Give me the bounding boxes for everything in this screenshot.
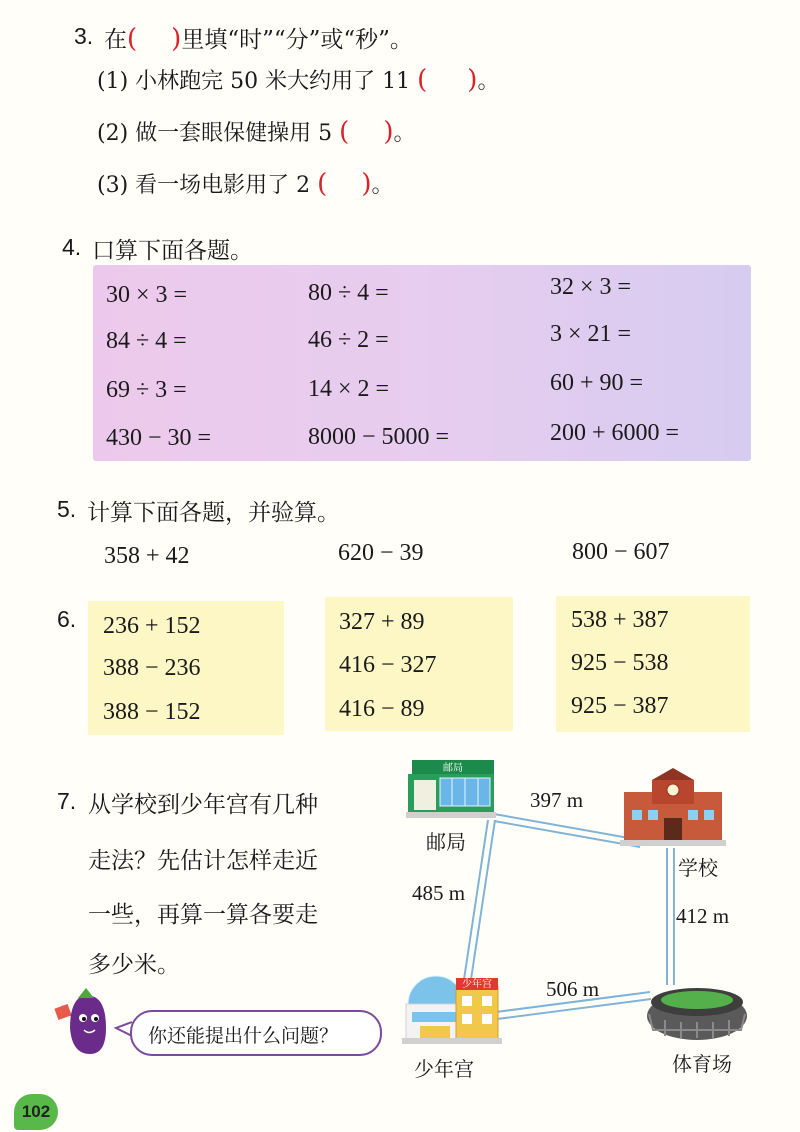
distance-post-youth: 485 m xyxy=(412,881,466,905)
q7-line-3: 一些，再算一算各要走 xyxy=(88,902,318,928)
q3-title-pre: 在 xyxy=(104,27,127,53)
q3-item-text: 小林跑完 50 米大约用了 11 xyxy=(135,69,411,94)
q4-expr: 84 ÷ 4 = xyxy=(106,328,187,354)
stadium-icon xyxy=(647,988,747,1040)
question-prompt-text: 你还能提出什么问题？ xyxy=(148,1025,339,1047)
q5-expr: 800 − 607 xyxy=(572,539,670,565)
q3-number: 3. xyxy=(74,23,94,49)
q3-item-index: (1) xyxy=(97,69,129,94)
q5-number: 5. xyxy=(57,496,77,522)
q3-item-end: 。 xyxy=(371,173,394,198)
q4-expr: 8000 − 5000 = xyxy=(308,424,450,450)
q6-expr: 236 + 152 xyxy=(103,613,201,639)
q6-expr: 416 − 327 xyxy=(339,652,437,678)
q3-item-index: (2) xyxy=(97,121,129,146)
q7-number: 7. xyxy=(57,788,77,814)
q4-expr: 14 × 2 = xyxy=(308,376,390,402)
q5-title: 计算下面各题，并验算。 xyxy=(87,500,340,526)
q6-expr: 388 − 152 xyxy=(103,699,201,725)
q3-paren-close: ) xyxy=(171,24,182,54)
q4-expr: 30 × 3 = xyxy=(106,282,188,308)
distance-post-school: 397 m xyxy=(530,788,584,812)
q7-line-1: 从学校到少年宫有几种 xyxy=(88,792,318,818)
eggplant-mascot-icon xyxy=(54,988,106,1054)
q6-expr: 925 − 387 xyxy=(571,693,669,719)
road-post-youth xyxy=(463,820,495,986)
question-prompt-bubble xyxy=(130,1010,382,1056)
school-icon xyxy=(620,768,726,846)
post-office-sign-label: 邮局 xyxy=(443,763,463,774)
q6-number: 6. xyxy=(57,606,77,632)
q3-paren-open: ( xyxy=(127,24,138,54)
q3-paren-close: ) xyxy=(361,169,372,199)
q4-expr: 3 × 21 = xyxy=(550,321,632,347)
road-post-school xyxy=(494,814,640,847)
q3-item-text: 看一场电影用了 2 xyxy=(135,173,311,198)
q7-line-4: 多少米。 xyxy=(88,952,180,978)
q6-expr: 416 − 89 xyxy=(339,696,425,722)
stadium-label: 体育场 xyxy=(672,1052,732,1076)
q3-item-end: 。 xyxy=(477,69,500,94)
q3-item-index: (3) xyxy=(97,173,129,198)
q7-line-2: 走法？先估计怎样走近 xyxy=(88,848,318,874)
q5-expr: 358 + 42 xyxy=(104,543,190,569)
q4-expr: 60 + 90 = xyxy=(550,370,644,396)
q3-paren-open: ( xyxy=(317,169,328,199)
post-office-label: 邮局 xyxy=(426,830,466,854)
q6-expr: 925 − 538 xyxy=(571,650,669,676)
q3-item-text: 做一套眼保健操用 5 xyxy=(135,121,333,146)
q6-expr: 538 + 387 xyxy=(571,607,669,633)
q4-title: 口算下面各题。 xyxy=(92,238,253,264)
distance-school-stadium: 412 m xyxy=(676,904,730,928)
q4-number: 4. xyxy=(62,234,82,260)
q4-expr: 69 ÷ 3 = xyxy=(106,377,187,403)
q6-expr: 327 + 89 xyxy=(339,609,425,635)
road-school-stadium xyxy=(667,848,674,985)
q5-expr: 620 − 39 xyxy=(338,540,424,566)
q4-expr: 80 ÷ 4 = xyxy=(308,280,389,306)
q3-paren-open: ( xyxy=(417,65,428,95)
q4-expr: 200 + 6000 = xyxy=(550,420,680,446)
q3-paren-close: ) xyxy=(383,117,394,147)
q4-expr: 32 × 3 = xyxy=(550,274,632,300)
q3-item-end: 。 xyxy=(393,121,416,146)
q3-paren-open: ( xyxy=(339,117,350,147)
q4-expr: 46 ÷ 2 = xyxy=(308,327,389,353)
q3-paren-close: ) xyxy=(467,65,478,95)
school-label: 学校 xyxy=(678,856,718,880)
q4-expr: 430 − 30 = xyxy=(106,425,212,451)
distance-youth-stadium: 506 m xyxy=(546,977,600,1001)
youth-palace-label: 少年宫 xyxy=(414,1057,474,1081)
page-number-badge: 102 xyxy=(14,1094,58,1130)
q3-title-post: 里填“时”“分”或“秒”。 xyxy=(181,27,413,53)
q6-expr: 388 − 236 xyxy=(103,655,201,681)
youth-palace-sign-label: 少年宫 xyxy=(462,979,492,990)
